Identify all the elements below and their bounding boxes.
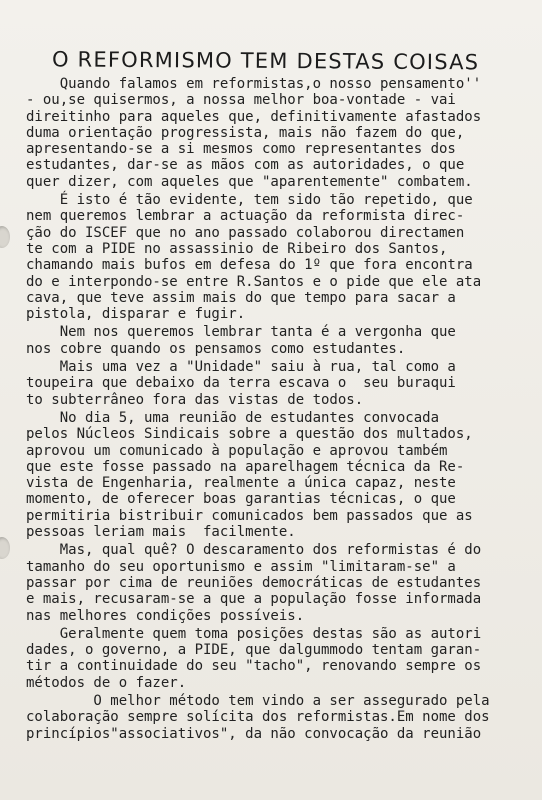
- text-line: métodos de o fazer.: [26, 674, 187, 691]
- text-line: colaboração sempre solícita dos reformistas.Em nome dos: [26, 709, 490, 726]
- text-line: princípios"associativos", da não convocação da reunião: [26, 725, 482, 742]
- paragraph: [26, 359, 526, 408]
- text-line: estudantes, dar-se as mãos com as autoridades, o que: [26, 157, 465, 174]
- text-line: ção do ISCEF que no ano passado colaborou directamen: [26, 224, 465, 241]
- text-line: - ou,se quisermos, a nossa melhor boa-vontade - vai: [26, 92, 456, 109]
- text-line: momento, de oferecer boas garantias técnicas, o que: [26, 491, 456, 508]
- text-line: to subterrâneo fora das vistas de todos.: [26, 391, 364, 408]
- text-line: pessoas leriam mais facilmente.: [26, 524, 296, 541]
- text-line: permitiria bistribuir comunicados bem passados que as: [26, 507, 473, 524]
- paragraph: [26, 76, 526, 190]
- text-line: duma orientação progressista, mais não fazem do que,: [26, 124, 465, 141]
- text-line: apresentando-se a si mesmos como representantes dos: [26, 141, 456, 158]
- text-line: te com a PIDE no assassinio de Ribeiro dos Santos,: [26, 240, 448, 257]
- text-line: nem queremos lembrar a actuação da reformista direc-: [26, 208, 465, 225]
- text-line: Quando falamos em reformistas,o nosso pensamento'': [26, 76, 482, 92]
- text-line: nas melhores condições possíveis.: [26, 607, 305, 624]
- text-line: É isto é tão evidente, tem sido tão repetido, que: [26, 192, 473, 209]
- text-line: Nem nos queremos lembrar tanta é a vergonha que: [26, 324, 456, 341]
- document-body: [26, 76, 526, 744]
- text-line: quer dizer, com aqueles que "aparentemente" combatem.: [26, 173, 473, 190]
- text-line: cava, que teve assim mais do que tempo para sacar a: [26, 289, 456, 306]
- text-line: Mas, qual quê? O descaramento dos reformistas é do: [26, 542, 482, 559]
- text-line: tamanho do seu oportunismo e assim "limitaram-se" a: [26, 558, 456, 575]
- paragraph: [26, 693, 526, 742]
- text-line: pistola, disparar e fugir.: [26, 306, 246, 323]
- paragraph: [26, 410, 526, 540]
- text-line: direitinho para aqueles que, definitivamente afastados: [26, 108, 482, 125]
- text-line: vista de Engenharia, realmente a única capaz, neste: [26, 475, 456, 492]
- text-line: O melhor método tem vindo a ser assegurado pela: [26, 692, 490, 709]
- text-line: aprovou um comunicado à população e aprovou também: [26, 442, 448, 459]
- paragraph: [26, 542, 526, 623]
- text-line: chamando mais bufos em defesa do 1º que fora encontra: [26, 257, 473, 274]
- text-line: que este fosse passado na aparelhagem técnica da Re-: [26, 458, 465, 475]
- text-line: Mais uma vez a "Unidade" saiu à rua, tal como a: [26, 359, 456, 376]
- punch-hole: [0, 226, 10, 248]
- text-line: dades, o governo, a PIDE, que dalgummodo tentam garan-: [26, 642, 482, 659]
- text-line: nos cobre quando os pensamos como estudantes.: [26, 340, 406, 357]
- text-line: toupeira que debaixo da terra escava o seu buraqui: [26, 375, 456, 392]
- paragraph: [26, 626, 526, 691]
- document-title: O REFORMISMO TEM DESTAS COISAS: [51, 47, 480, 75]
- text-line: No dia 5, uma reunião de estudantes convocada: [26, 409, 440, 426]
- text-line: e mais, recusaram-se a que a população fosse informada: [26, 591, 482, 608]
- text-line: passar por cima de reuniões democráticas de estudantes: [26, 574, 482, 591]
- punch-hole: [0, 537, 10, 559]
- paragraph: [26, 324, 526, 357]
- text-line: tir a continuidade do seu "tacho", renovando sempre os: [26, 658, 482, 675]
- text-line: do e interpondo-se entre R.Santos e o pide que ele ata: [26, 273, 482, 290]
- text-line: pelos Núcleos Sindicais sobre a questão dos multados,: [26, 426, 473, 443]
- text-line: Geralmente quem toma posições destas são as autori: [26, 625, 482, 642]
- paragraph: [26, 192, 526, 322]
